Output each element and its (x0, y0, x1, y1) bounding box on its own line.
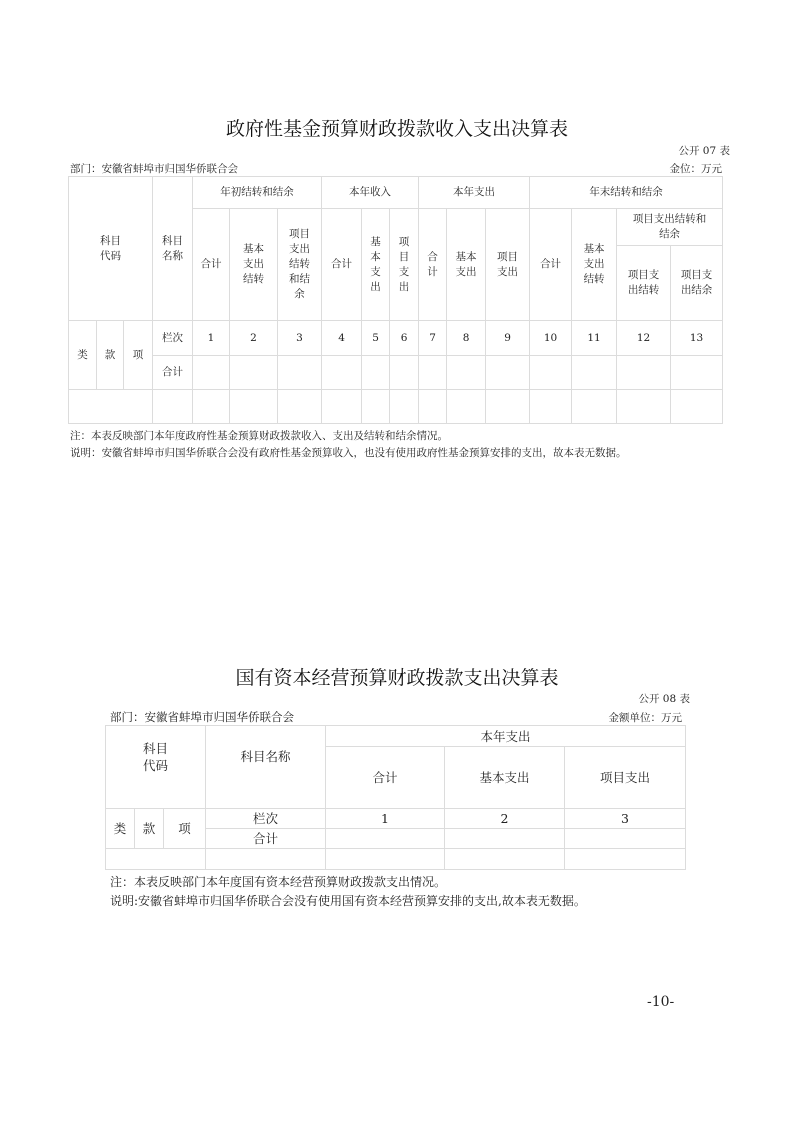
table2-title: 国有资本经营预算财政拨款支出决算表 (235, 667, 559, 689)
cell (617, 356, 671, 390)
cell (617, 390, 671, 424)
header-subject-name: 科目 名称 (153, 177, 193, 321)
cell (419, 390, 447, 424)
header-end-project-group: 项目支出结转和 结余 (617, 209, 723, 246)
cell (530, 390, 572, 424)
row-label-lanci: 栏次 (206, 809, 326, 829)
cell (362, 356, 390, 390)
header-end-basic: 基本 支出 结转 (572, 209, 617, 321)
cell (447, 390, 486, 424)
cell (326, 829, 445, 849)
header-begin-total: 合计 (193, 209, 230, 321)
header-project: 项目支出 (565, 747, 686, 809)
table-row-total (69, 356, 723, 390)
table1-title: 政府性基金预算财政拨款收入支出决算表 (225, 118, 568, 140)
header-income-total: 合计 (322, 209, 362, 321)
table2-unit: 金额单位：万元 (608, 712, 682, 724)
cell (390, 356, 419, 390)
table2-department: 部门：安徽省蚌埠市归国华侨联合会 (110, 710, 294, 724)
table1-number: 公开 07 表 (678, 145, 730, 157)
column-number: 2 (230, 321, 278, 356)
page-number: -10- (647, 994, 675, 1010)
cell (572, 356, 617, 390)
column-number: 7 (419, 321, 447, 356)
table-row-empty (69, 390, 723, 424)
cell (230, 390, 278, 424)
header-expense-project: 项目 支出 (486, 209, 530, 321)
cell (671, 390, 723, 424)
cell (362, 390, 390, 424)
cell (447, 356, 486, 390)
header-xiang: 项 (124, 321, 153, 390)
header-end-total: 合计 (530, 209, 572, 321)
table2 (105, 725, 686, 870)
header-subject-name: 科目名称 (206, 726, 326, 809)
header-year-expense: 本年支出 (419, 177, 530, 209)
column-number: 6 (390, 321, 419, 356)
header-begin-basic: 基本 支出 结转 (230, 209, 278, 321)
table1-explanation: 说明：安徽省蚌埠市归国华侨联合会没有政府性基金预算收入，也没有使用政府性基金预算安排的支出，故本表无数据。 (70, 447, 627, 459)
cell (278, 356, 322, 390)
header-end-balance: 年末结转和结余 (530, 177, 723, 209)
cell (565, 849, 686, 870)
table1-department: 部门：安徽省蚌埠市归国华侨联合会 (70, 163, 238, 175)
cell (278, 390, 322, 424)
cell (106, 849, 206, 870)
header-kuan: 款 (135, 809, 164, 849)
column-number: 12 (617, 321, 671, 356)
cell (193, 356, 230, 390)
cell (486, 356, 530, 390)
column-number: 4 (322, 321, 362, 356)
table2-note: 注：本表反映部门本年度国有资本经营预算财政拨款支出情况。 (110, 875, 447, 889)
cell (419, 356, 447, 390)
cell (486, 390, 530, 424)
cell (565, 829, 686, 849)
row-label-lanci: 栏次 (153, 321, 193, 356)
table-row-empty (106, 849, 686, 870)
header-income-project: 项 目 支 出 (390, 209, 419, 321)
table1-unit: 金位：万元 (669, 163, 722, 175)
column-number: 10 (530, 321, 572, 356)
cell (445, 829, 565, 849)
cell (206, 849, 326, 870)
cell (572, 390, 617, 424)
cell (326, 849, 445, 870)
header-lei: 类 (69, 321, 97, 390)
column-number: 2 (445, 809, 565, 829)
row-label-heji: 合计 (153, 356, 193, 390)
header-xiang: 项 (164, 809, 206, 849)
table2-explanation: 说明:安徽省蚌埠市归国华侨联合会没有使用国有资本经营预算安排的支出,故本表无数据。 (110, 894, 586, 908)
column-number: 3 (278, 321, 322, 356)
cell (230, 356, 278, 390)
column-number: 1 (326, 809, 445, 829)
table1-note: 注：本表反映部门本年度政府性基金预算财政拨款收入、支出及结转和结余情况。 (70, 430, 448, 442)
header-end-project-carry: 项目支 出结转 (617, 246, 671, 321)
row-label-heji: 合计 (206, 829, 326, 849)
header-year-income: 本年收入 (322, 177, 419, 209)
header-lei: 类 (106, 809, 135, 849)
column-number: 1 (193, 321, 230, 356)
header-expense-total: 合 计 (419, 209, 447, 321)
header-end-project-balance: 项目支 出结余 (671, 246, 723, 321)
cell (322, 356, 362, 390)
cell (445, 849, 565, 870)
column-number: 5 (362, 321, 390, 356)
cell (69, 390, 153, 424)
header-subject-code: 科目 代码 (106, 726, 206, 809)
header-income-basic: 基 本 支 出 (362, 209, 390, 321)
header-basic: 基本支出 (445, 747, 565, 809)
cell (671, 356, 723, 390)
header-subject-code: 科目 代码 (69, 177, 153, 321)
column-number: 9 (486, 321, 530, 356)
header-begin-project: 项目 支出 结转 和结 余 (278, 209, 322, 321)
column-number: 8 (447, 321, 486, 356)
header-expense-basic: 基本 支出 (447, 209, 486, 321)
header-total: 合计 (326, 747, 445, 809)
cell (530, 356, 572, 390)
header-kuan: 款 (97, 321, 124, 390)
cell (193, 390, 230, 424)
column-number: 3 (565, 809, 686, 829)
column-number: 11 (572, 321, 617, 356)
table1 (68, 176, 723, 424)
cell (322, 390, 362, 424)
cell (390, 390, 419, 424)
table2-number: 公开 08 表 (638, 693, 690, 705)
header-year-expense: 本年支出 (326, 726, 686, 747)
column-number: 13 (671, 321, 723, 356)
header-begin-balance: 年初结转和结余 (193, 177, 322, 209)
cell (153, 390, 193, 424)
